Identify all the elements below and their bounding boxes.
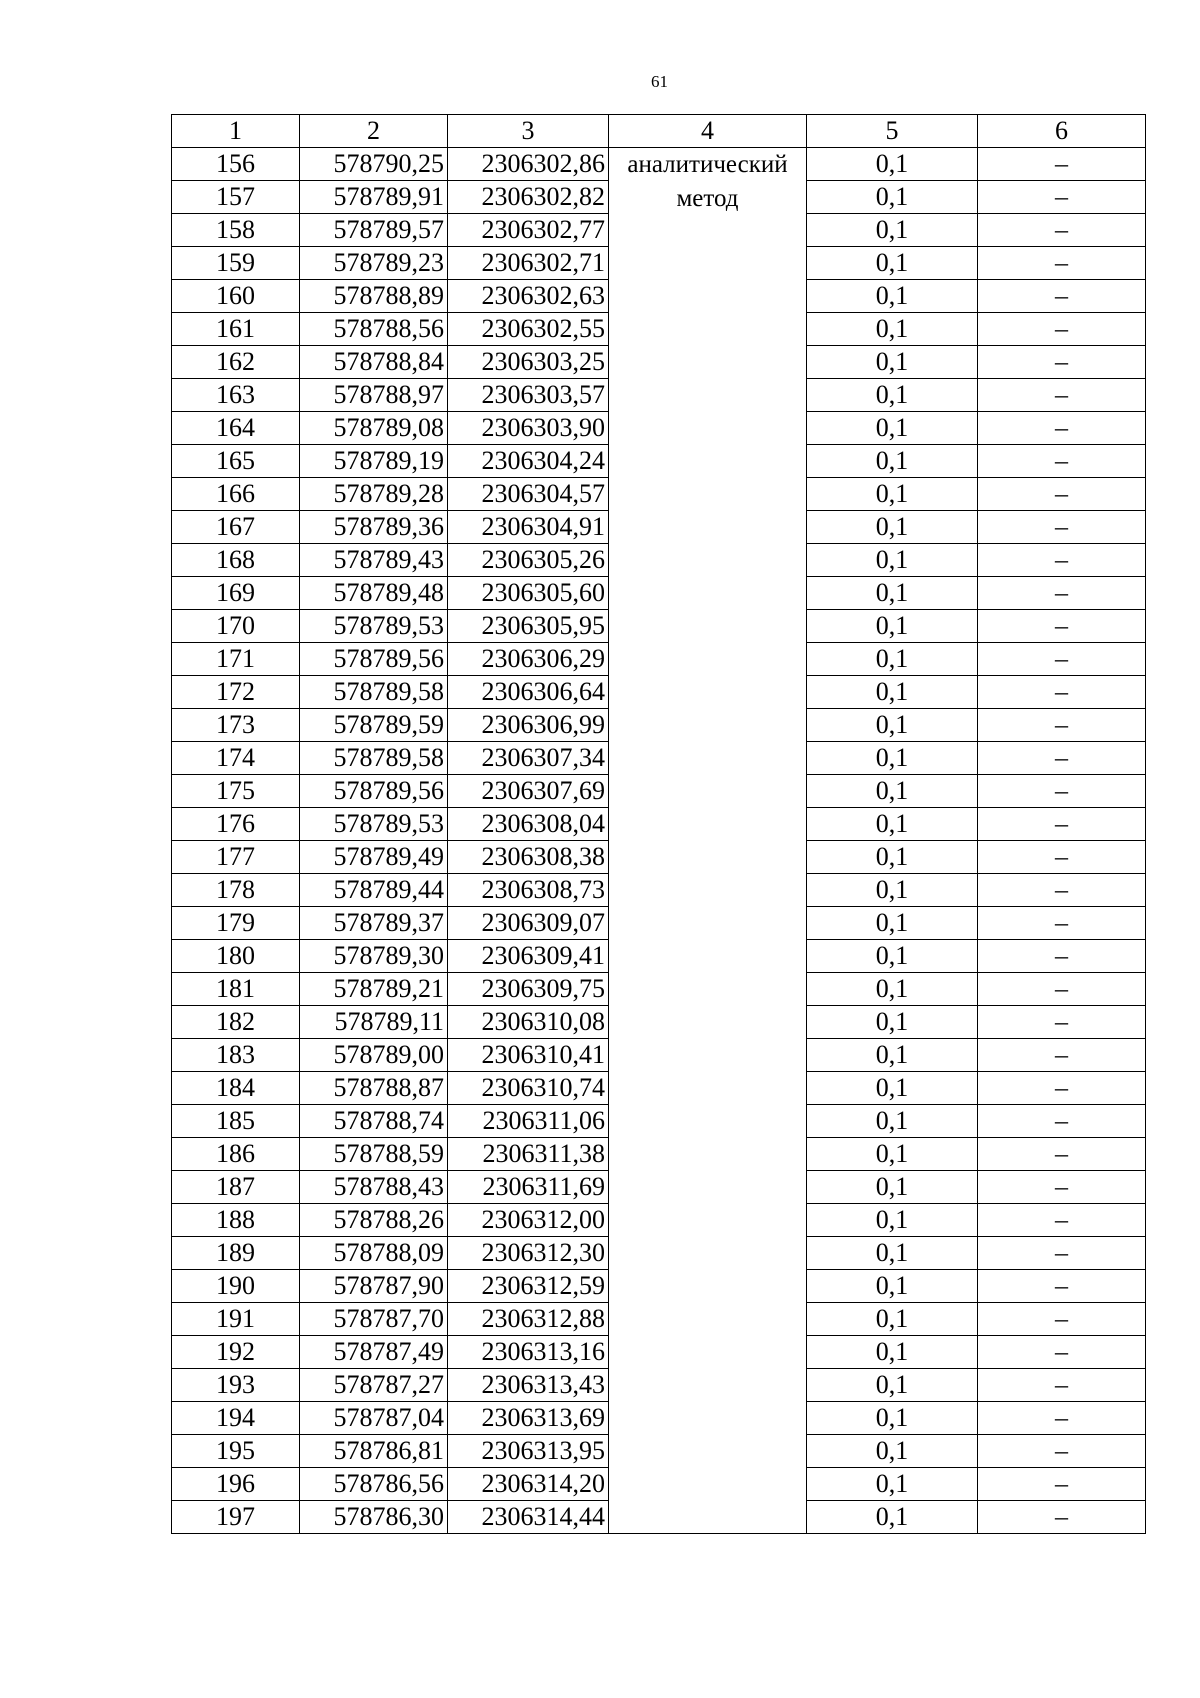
- x-coordinate-cell: 578789,19: [300, 445, 448, 478]
- x-coordinate-cell: 578786,56: [300, 1468, 448, 1501]
- accuracy-cell: 0,1: [807, 577, 978, 610]
- y-coordinate-cell: 2306302,55: [448, 313, 609, 346]
- point-number-cell: 192: [172, 1336, 300, 1369]
- x-coordinate-cell: 578789,37: [300, 907, 448, 940]
- x-coordinate-cell: 578787,04: [300, 1402, 448, 1435]
- x-coordinate-cell: 578789,44: [300, 874, 448, 907]
- y-coordinate-cell: 2306313,16: [448, 1336, 609, 1369]
- note-cell: –: [978, 214, 1146, 247]
- note-cell: –: [978, 313, 1146, 346]
- accuracy-cell: 0,1: [807, 841, 978, 874]
- note-cell: –: [978, 1501, 1146, 1534]
- y-coordinate-cell: 2306304,91: [448, 511, 609, 544]
- accuracy-cell: 0,1: [807, 1402, 978, 1435]
- y-coordinate-cell: 2306313,69: [448, 1402, 609, 1435]
- note-cell: –: [978, 742, 1146, 775]
- note-cell: –: [978, 577, 1146, 610]
- x-coordinate-cell: 578788,74: [300, 1105, 448, 1138]
- point-number-cell: 191: [172, 1303, 300, 1336]
- y-coordinate-cell: 2306312,30: [448, 1237, 609, 1270]
- x-coordinate-cell: 578789,11: [300, 1006, 448, 1039]
- accuracy-cell: 0,1: [807, 1072, 978, 1105]
- y-coordinate-cell: 2306310,08: [448, 1006, 609, 1039]
- x-coordinate-cell: 578789,36: [300, 511, 448, 544]
- y-coordinate-cell: 2306311,06: [448, 1105, 609, 1138]
- x-coordinate-cell: 578789,56: [300, 775, 448, 808]
- point-number-cell: 167: [172, 511, 300, 544]
- x-coordinate-cell: 578788,26: [300, 1204, 448, 1237]
- accuracy-cell: 0,1: [807, 1237, 978, 1270]
- accuracy-cell: 0,1: [807, 1369, 978, 1402]
- point-number-cell: 184: [172, 1072, 300, 1105]
- point-number-cell: 190: [172, 1270, 300, 1303]
- x-coordinate-cell: 578789,08: [300, 412, 448, 445]
- y-coordinate-cell: 2306312,88: [448, 1303, 609, 1336]
- table-body: [172, 148, 1146, 1534]
- accuracy-cell: 0,1: [807, 1435, 978, 1468]
- y-coordinate-cell: 2306304,57: [448, 478, 609, 511]
- accuracy-cell: 0,1: [807, 280, 978, 313]
- x-coordinate-cell: 578788,59: [300, 1138, 448, 1171]
- y-coordinate-cell: 2306302,77: [448, 214, 609, 247]
- point-number-cell: 181: [172, 973, 300, 1006]
- x-coordinate-cell: 578788,84: [300, 346, 448, 379]
- point-number-cell: 175: [172, 775, 300, 808]
- column-header: 6: [978, 115, 1146, 148]
- x-coordinate-cell: 578788,09: [300, 1237, 448, 1270]
- x-coordinate-cell: 578789,91: [300, 181, 448, 214]
- x-coordinate-cell: 578789,53: [300, 808, 448, 841]
- note-cell: –: [978, 445, 1146, 478]
- note-cell: –: [978, 643, 1146, 676]
- y-coordinate-cell: 2306313,43: [448, 1369, 609, 1402]
- point-number-cell: 164: [172, 412, 300, 445]
- x-coordinate-cell: 578787,27: [300, 1369, 448, 1402]
- column-header: 1: [172, 115, 300, 148]
- y-coordinate-cell: 2306309,75: [448, 973, 609, 1006]
- accuracy-cell: 0,1: [807, 973, 978, 1006]
- note-cell: –: [978, 1105, 1146, 1138]
- y-coordinate-cell: 2306302,86: [448, 148, 609, 181]
- note-cell: –: [978, 1303, 1146, 1336]
- y-coordinate-cell: 2306308,04: [448, 808, 609, 841]
- note-cell: –: [978, 346, 1146, 379]
- point-number-cell: 168: [172, 544, 300, 577]
- point-number-cell: 196: [172, 1468, 300, 1501]
- note-cell: –: [978, 1204, 1146, 1237]
- point-number-cell: 176: [172, 808, 300, 841]
- accuracy-cell: 0,1: [807, 379, 978, 412]
- note-cell: –: [978, 1237, 1146, 1270]
- accuracy-cell: 0,1: [807, 1468, 978, 1501]
- point-number-cell: 195: [172, 1435, 300, 1468]
- y-coordinate-cell: 2306314,20: [448, 1468, 609, 1501]
- y-coordinate-cell: 2306310,41: [448, 1039, 609, 1072]
- note-cell: –: [978, 1435, 1146, 1468]
- y-coordinate-cell: 2306308,38: [448, 841, 609, 874]
- x-coordinate-cell: 578789,56: [300, 643, 448, 676]
- point-number-cell: 174: [172, 742, 300, 775]
- point-number-cell: 166: [172, 478, 300, 511]
- accuracy-cell: 0,1: [807, 808, 978, 841]
- x-coordinate-cell: 578788,89: [300, 280, 448, 313]
- x-coordinate-cell: 578789,21: [300, 973, 448, 1006]
- coordinates-table: [171, 114, 1146, 1534]
- accuracy-cell: 0,1: [807, 1006, 978, 1039]
- y-coordinate-cell: 2306305,95: [448, 610, 609, 643]
- accuracy-cell: 0,1: [807, 1039, 978, 1072]
- y-coordinate-cell: 2306303,57: [448, 379, 609, 412]
- note-cell: –: [978, 247, 1146, 280]
- point-number-cell: 185: [172, 1105, 300, 1138]
- column-header: 4: [609, 115, 807, 148]
- note-cell: –: [978, 1270, 1146, 1303]
- point-number-cell: 169: [172, 577, 300, 610]
- point-number-cell: 194: [172, 1402, 300, 1435]
- accuracy-cell: 0,1: [807, 1336, 978, 1369]
- y-coordinate-cell: 2306303,25: [448, 346, 609, 379]
- y-coordinate-cell: 2306303,90: [448, 412, 609, 445]
- note-cell: –: [978, 808, 1146, 841]
- y-coordinate-cell: 2306305,60: [448, 577, 609, 610]
- accuracy-cell: 0,1: [807, 709, 978, 742]
- point-number-cell: 172: [172, 676, 300, 709]
- note-cell: –: [978, 1402, 1146, 1435]
- note-cell: –: [978, 1039, 1146, 1072]
- x-coordinate-cell: 578787,70: [300, 1303, 448, 1336]
- x-coordinate-cell: 578789,49: [300, 841, 448, 874]
- y-coordinate-cell: 2306304,24: [448, 445, 609, 478]
- point-number-cell: 177: [172, 841, 300, 874]
- x-coordinate-cell: 578789,58: [300, 742, 448, 775]
- y-coordinate-cell: 2306309,41: [448, 940, 609, 973]
- accuracy-cell: 0,1: [807, 610, 978, 643]
- accuracy-cell: 0,1: [807, 1105, 978, 1138]
- point-number-cell: 156: [172, 148, 300, 181]
- note-cell: –: [978, 280, 1146, 313]
- x-coordinate-cell: 578786,81: [300, 1435, 448, 1468]
- note-cell: –: [978, 511, 1146, 544]
- x-coordinate-cell: 578788,56: [300, 313, 448, 346]
- x-coordinate-cell: 578790,25: [300, 148, 448, 181]
- point-number-cell: 187: [172, 1171, 300, 1204]
- x-coordinate-cell: 578789,23: [300, 247, 448, 280]
- note-cell: –: [978, 478, 1146, 511]
- point-number-cell: 178: [172, 874, 300, 907]
- note-cell: –: [978, 1006, 1146, 1039]
- note-cell: –: [978, 610, 1146, 643]
- accuracy-cell: 0,1: [807, 1138, 978, 1171]
- y-coordinate-cell: 2306306,99: [448, 709, 609, 742]
- column-header: 2: [300, 115, 448, 148]
- point-number-cell: 173: [172, 709, 300, 742]
- y-coordinate-cell: 2306307,34: [448, 742, 609, 775]
- accuracy-cell: 0,1: [807, 1303, 978, 1336]
- note-cell: –: [978, 544, 1146, 577]
- note-cell: –: [978, 379, 1146, 412]
- y-coordinate-cell: 2306302,71: [448, 247, 609, 280]
- point-number-cell: 162: [172, 346, 300, 379]
- note-cell: –: [978, 1138, 1146, 1171]
- accuracy-cell: 0,1: [807, 247, 978, 280]
- note-cell: –: [978, 1468, 1146, 1501]
- note-cell: –: [978, 676, 1146, 709]
- note-cell: –: [978, 841, 1146, 874]
- accuracy-cell: 0,1: [807, 676, 978, 709]
- accuracy-cell: 0,1: [807, 148, 978, 181]
- accuracy-cell: 0,1: [807, 940, 978, 973]
- note-cell: –: [978, 148, 1146, 181]
- point-number-cell: 186: [172, 1138, 300, 1171]
- x-coordinate-cell: 578787,49: [300, 1336, 448, 1369]
- y-coordinate-cell: 2306306,29: [448, 643, 609, 676]
- x-coordinate-cell: 578789,57: [300, 214, 448, 247]
- point-number-cell: 193: [172, 1369, 300, 1402]
- page-number: 61: [651, 72, 668, 91]
- y-coordinate-cell: 2306313,95: [448, 1435, 609, 1468]
- note-cell: –: [978, 775, 1146, 808]
- note-cell: –: [978, 1072, 1146, 1105]
- accuracy-cell: 0,1: [807, 181, 978, 214]
- note-cell: –: [978, 874, 1146, 907]
- x-coordinate-cell: 578789,30: [300, 940, 448, 973]
- point-number-cell: 158: [172, 214, 300, 247]
- x-coordinate-cell: 578789,28: [300, 478, 448, 511]
- x-coordinate-cell: 578789,43: [300, 544, 448, 577]
- accuracy-cell: 0,1: [807, 775, 978, 808]
- x-coordinate-cell: 578788,97: [300, 379, 448, 412]
- point-number-cell: 179: [172, 907, 300, 940]
- note-cell: –: [978, 1336, 1146, 1369]
- point-number-cell: 182: [172, 1006, 300, 1039]
- accuracy-cell: 0,1: [807, 313, 978, 346]
- note-cell: –: [978, 1369, 1146, 1402]
- point-number-cell: 163: [172, 379, 300, 412]
- point-number-cell: 180: [172, 940, 300, 973]
- accuracy-cell: 0,1: [807, 511, 978, 544]
- accuracy-cell: 0,1: [807, 478, 978, 511]
- note-cell: –: [978, 907, 1146, 940]
- x-coordinate-cell: 578787,90: [300, 1270, 448, 1303]
- accuracy-cell: 0,1: [807, 412, 978, 445]
- x-coordinate-cell: 578786,30: [300, 1501, 448, 1534]
- x-coordinate-cell: 578789,58: [300, 676, 448, 709]
- accuracy-cell: 0,1: [807, 643, 978, 676]
- accuracy-cell: 0,1: [807, 742, 978, 775]
- method-text: метод: [676, 185, 739, 212]
- x-coordinate-cell: 578789,59: [300, 709, 448, 742]
- point-number-cell: 183: [172, 1039, 300, 1072]
- y-coordinate-cell: 2306302,82: [448, 181, 609, 214]
- accuracy-cell: 0,1: [807, 346, 978, 379]
- table-row: [172, 148, 1146, 181]
- y-coordinate-cell: 2306311,38: [448, 1138, 609, 1171]
- method-text: аналитический: [627, 151, 788, 178]
- accuracy-cell: 0,1: [807, 1501, 978, 1534]
- x-coordinate-cell: 578789,00: [300, 1039, 448, 1072]
- header-row: [172, 115, 1146, 148]
- point-number-cell: 170: [172, 610, 300, 643]
- y-coordinate-cell: 2306305,26: [448, 544, 609, 577]
- x-coordinate-cell: 578789,53: [300, 610, 448, 643]
- point-number-cell: 159: [172, 247, 300, 280]
- accuracy-cell: 0,1: [807, 907, 978, 940]
- point-number-cell: 171: [172, 643, 300, 676]
- point-number-cell: 157: [172, 181, 300, 214]
- y-coordinate-cell: 2306314,44: [448, 1501, 609, 1534]
- accuracy-cell: 0,1: [807, 1204, 978, 1237]
- accuracy-cell: 0,1: [807, 1270, 978, 1303]
- y-coordinate-cell: 2306311,69: [448, 1171, 609, 1204]
- point-number-cell: 197: [172, 1501, 300, 1534]
- accuracy-cell: 0,1: [807, 1171, 978, 1204]
- note-cell: –: [978, 1171, 1146, 1204]
- note-cell: –: [978, 412, 1146, 445]
- accuracy-cell: 0,1: [807, 874, 978, 907]
- column-header: 5: [807, 115, 978, 148]
- y-coordinate-cell: 2306312,00: [448, 1204, 609, 1237]
- note-cell: –: [978, 181, 1146, 214]
- note-cell: –: [978, 973, 1146, 1006]
- point-number-cell: 189: [172, 1237, 300, 1270]
- y-coordinate-cell: 2306308,73: [448, 874, 609, 907]
- y-coordinate-cell: 2306302,63: [448, 280, 609, 313]
- x-coordinate-cell: 578789,48: [300, 577, 448, 610]
- note-cell: –: [978, 940, 1146, 973]
- accuracy-cell: 0,1: [807, 544, 978, 577]
- note-cell: –: [978, 709, 1146, 742]
- accuracy-cell: 0,1: [807, 214, 978, 247]
- column-header: 3: [448, 115, 609, 148]
- x-coordinate-cell: 578788,43: [300, 1171, 448, 1204]
- accuracy-cell: 0,1: [807, 445, 978, 478]
- point-number-cell: 160: [172, 280, 300, 313]
- y-coordinate-cell: 2306309,07: [448, 907, 609, 940]
- point-number-cell: 188: [172, 1204, 300, 1237]
- method-cell: [609, 148, 807, 1534]
- point-number-cell: 161: [172, 313, 300, 346]
- x-coordinate-cell: 578788,87: [300, 1072, 448, 1105]
- y-coordinate-cell: 2306310,74: [448, 1072, 609, 1105]
- y-coordinate-cell: 2306306,64: [448, 676, 609, 709]
- y-coordinate-cell: 2306312,59: [448, 1270, 609, 1303]
- y-coordinate-cell: 2306307,69: [448, 775, 609, 808]
- point-number-cell: 165: [172, 445, 300, 478]
